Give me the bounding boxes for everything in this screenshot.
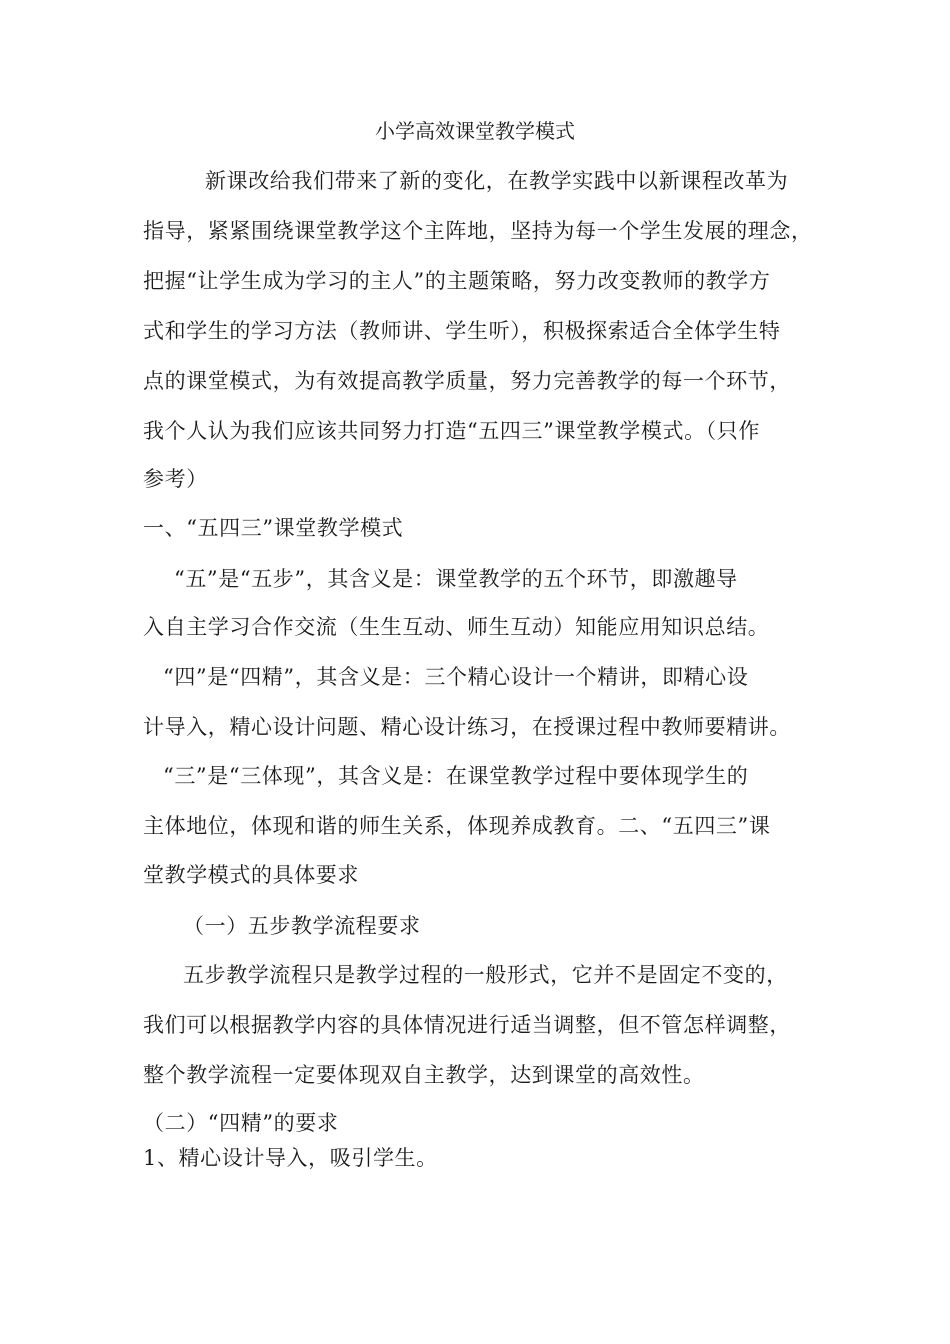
intro-line-4: 式和学生的学习方法（教师讲、学生听），积极探索适合全体学生特	[143, 319, 781, 343]
sub1-body-line-1: 五步教学流程只是教学过程的一般形式，它并不是固定不变的，	[183, 963, 788, 987]
five-line-1: “五”是“五步”，其含义是：课堂教学的五个环节，即激趣导	[174, 567, 738, 591]
three-line-2: 主体地位，体现和谐的师生关系，体现养成教育。二、“五四三”课	[143, 814, 771, 838]
intro-line-2: 指导，紧紧围绕课堂教学这个主阵地，坚持为每一个学生发展的理念，	[143, 219, 813, 243]
three-line-1: “三”是“三体现”，其含义是：在课堂教学过程中要体现学生的	[163, 764, 749, 788]
intro-line-6: 我个人认为我们应该共同努力打造“五四三”课堂教学模式。（只作	[143, 419, 760, 443]
document-title: 小学高效课堂教学模式	[375, 119, 575, 143]
sub2-heading: （二）“四精”的要求	[143, 1111, 339, 1135]
three-line-3: 堂教学模式的具体要求	[143, 863, 359, 887]
intro-line-7: 参考）	[143, 467, 208, 491]
sub1-heading: （一）五步教学流程要求	[183, 914, 421, 938]
sub1-body-line-3: 整个教学流程一定要体现双自主教学，达到课堂的高效性。	[143, 1063, 705, 1087]
intro-line-1: 新课改给我们带来了新的变化，在教学实践中以新课程改革为	[205, 169, 789, 193]
section1-heading: 一、“五四三”课堂教学模式	[143, 516, 404, 540]
four-line-2: 计导入，精心设计问题、精心设计练习，在授课过程中教师要精讲。	[143, 715, 791, 739]
item-1: 1、精心设计导入，吸引学生。	[143, 1146, 438, 1170]
sub1-body-line-2: 我们可以根据教学内容的具体情况进行适当调整，但不管怎样调整，	[143, 1013, 791, 1037]
intro-line-5: 点的课堂模式，为有效提高教学质量，努力完善教学的每一个环节，	[143, 369, 791, 393]
five-line-2: 入自主学习合作交流（生生互动、师生互动）知能应用知识总结。	[143, 615, 770, 639]
four-line-1: “四”是“四精”，其含义是：三个精心设计一个精讲，即精心设	[163, 665, 749, 689]
intro-line-3: 把握“让学生成为学习的主人”的主题策略，努力改变教师的教学方	[143, 269, 771, 293]
